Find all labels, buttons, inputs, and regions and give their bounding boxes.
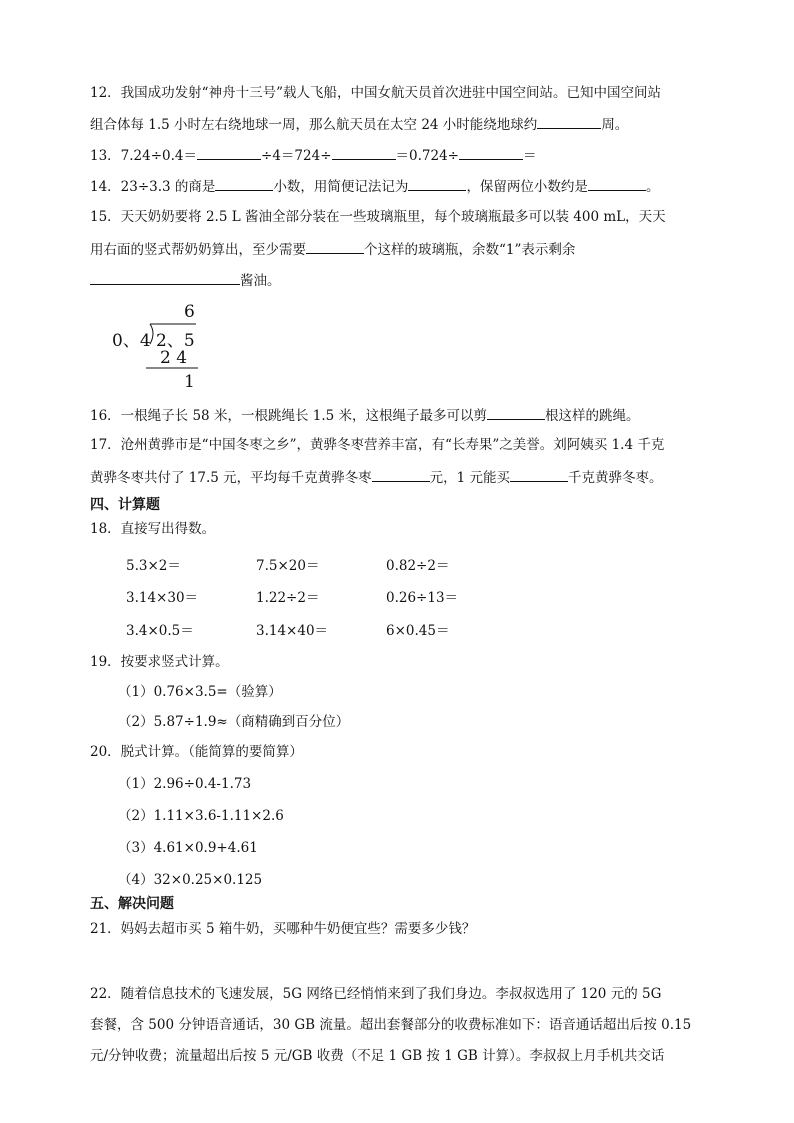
answer-blank[interactable]	[332, 145, 396, 160]
division-dividend: 2、5	[156, 331, 195, 351]
q14-text-d: 。	[645, 179, 660, 195]
calc-item: 5.3×2＝	[126, 558, 181, 574]
q14-line	[90, 176, 659, 196]
calc-item: 0.26÷13＝	[386, 590, 459, 606]
q13-text-d: ＝	[522, 148, 537, 164]
q13-line	[90, 145, 536, 165]
q19-item-2: （2）5.87÷1.9≈（商精确到百分位）	[118, 714, 350, 730]
q20-item-4: （4）32×0.25×0.125	[118, 872, 263, 888]
calc-item: 3.14×30＝	[126, 590, 199, 606]
q21-line: 21．妈妈去超市买 5 箱牛奶，买哪种牛奶便宜些？需要多少钱？	[90, 921, 476, 937]
division-product: 2 4	[160, 348, 188, 368]
q12-text-end: 周。	[601, 117, 629, 133]
q20-item-2: （2）1.11×3.6-1.11×2.6	[118, 808, 284, 824]
q15-text-b: 个这样的玻璃瓶，余数“1”表示剩余	[364, 242, 576, 258]
q16-text-b: 根这样的跳绳。	[545, 408, 640, 424]
q12-line1: 12．我国成功发射“神舟十三号”载人飞船，中国女航天员首次进驻中国空间站。已知中国空间站	[90, 85, 661, 101]
answer-blank[interactable]	[197, 145, 261, 160]
q15-text-a: 用右面的竖式帮奶奶算出，至少需要	[90, 242, 306, 258]
q12-line2	[90, 114, 628, 134]
long-division-figure	[110, 302, 220, 398]
q19-item-1: （1）0.76×3.5=（验算）	[118, 684, 282, 700]
calc-item: 6×0.45＝	[386, 623, 450, 639]
q15-text-c: 酱油。	[240, 273, 281, 289]
answer-blank[interactable]	[588, 176, 646, 191]
calc-item: 3.4×0.5＝	[126, 623, 194, 639]
q14-text-c: ，保留两位小数约是	[466, 179, 588, 195]
answer-blank[interactable]	[408, 176, 466, 191]
q20-item-3: （3）4.61×0.9+4.61	[118, 840, 258, 856]
q16-text-a: 16．一根绳子长 58 米，一根跳绳长 1.5 米，这根绳子最多可以剪	[90, 408, 487, 424]
answer-blank[interactable]	[537, 114, 601, 129]
q13-text-a: 13．7.24÷0.4＝	[90, 148, 198, 164]
q15-line3	[90, 270, 281, 290]
q17-text-c: 千克黄骅冬枣。	[568, 470, 663, 486]
answer-blank[interactable]	[510, 467, 568, 482]
division-divisor: 0、4	[112, 331, 151, 351]
q13-text-b: ÷4＝724÷	[261, 148, 332, 164]
q14-text-b: 小数，用简便记法记为	[273, 179, 409, 195]
answer-blank[interactable]	[487, 405, 545, 420]
q12-text: 组合体每 1.5 小时左右绕地球一周，那么航天员在太空 24 小时能绕地球约	[90, 117, 538, 133]
q22-line3: 元/分钟收费；流量超出后按 5 元/GB 收费（不足 1 GB 按 1 GB 计算）。李叔叔上月手机共交话	[90, 1048, 665, 1064]
q15-line2	[90, 239, 575, 259]
q20-item-1: （1）2.96÷0.4-1.73	[118, 776, 252, 792]
calc-item: 7.5×20＝	[256, 558, 320, 574]
answer-blank[interactable]	[459, 145, 523, 160]
section-5-heading: 五、解决问题	[90, 896, 174, 912]
q15-line1: 15．天天奶奶要将 2.5 L 酱油全部分装在一些玻璃瓶里，每个玻璃瓶最多可以装 400 mL，天天	[90, 209, 666, 225]
calc-item: 0.82÷2＝	[386, 558, 450, 574]
answer-blank[interactable]	[90, 270, 240, 285]
q14-text-a: 14．23÷3.3 的商是	[90, 179, 216, 195]
q20-title: 20．脱式计算。（能简算的要简算）	[90, 744, 303, 760]
section-4-heading: 四、计算题	[90, 497, 160, 513]
answer-blank[interactable]	[372, 467, 430, 482]
q22-line2: 套餐，含 500 分钟语音通话，30 GB 流量。超出套餐部分的收费标准如下：语音通话超出后按 0.15	[90, 1017, 692, 1033]
q19-title: 19．按要求竖式计算。	[90, 654, 229, 670]
answer-blank[interactable]	[215, 176, 273, 191]
calc-item: 3.14×40＝	[256, 623, 329, 639]
q22-line1: 22．随着信息技术的飞速发展，5G 网络已经悄悄来到了我们身边。李叔叔选用了 120 元的 5G	[90, 986, 662, 1002]
q17-line1: 17．沧州黄骅市是“中国冬枣之乡”，黄骅冬枣营养丰富，有“长寿果”之美誉。刘阿姨买 1.4 千克	[90, 437, 665, 453]
q13-text-c: ＝0.724÷	[395, 148, 459, 164]
division-quotient: 6	[184, 302, 195, 322]
q17-line2	[90, 467, 663, 487]
q18-title: 18．直接写出得数。	[90, 521, 216, 537]
calc-item: 1.22÷2＝	[256, 590, 320, 606]
q17-text-a: 黄骅冬枣共付了 17.5 元，平均每千克黄骅冬枣	[90, 470, 372, 486]
answer-blank[interactable]	[306, 239, 364, 254]
division-remainder: 1	[184, 372, 195, 392]
q16-line	[90, 405, 640, 425]
q17-text-b: 元，1 元能买	[429, 470, 511, 486]
